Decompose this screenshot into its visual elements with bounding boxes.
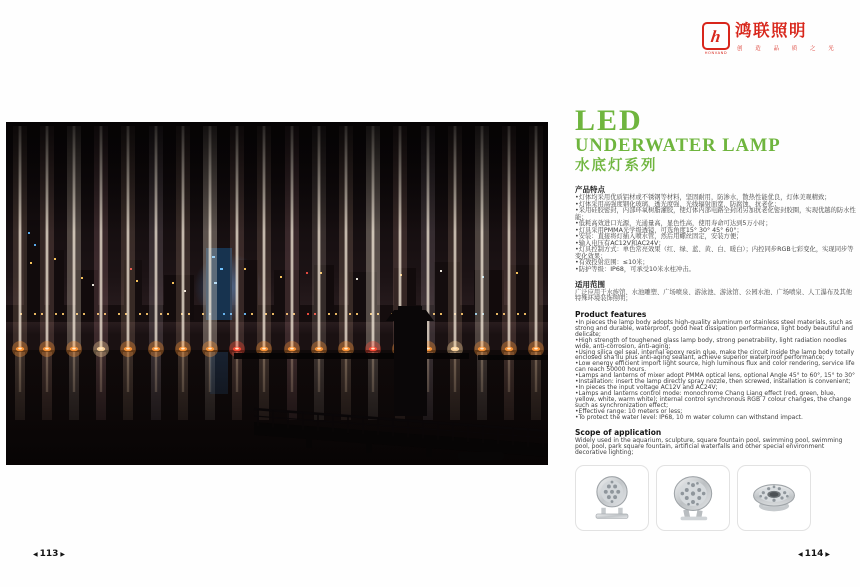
underwater-lamp-bracket-icon <box>580 470 644 526</box>
feature-item-en: •High strength of toughened glass lamp body, strong penetrability, light radiation noodles wide, anti-corrosion, anti-aging; <box>575 336 847 350</box>
prev-page-icon: ◀ <box>797 550 803 558</box>
product-thumb-bracket-lamp <box>575 465 649 531</box>
cityscape-photo <box>6 122 548 465</box>
page-number-right-value: 114 <box>804 549 824 559</box>
brand-tagline: 创 造 品 质 之 光 <box>737 46 840 52</box>
product-thumb-tilted-lamp <box>656 465 730 531</box>
feature-item-en: •Lamps and lanterns of mixer adopt PMMA optical lens, optional Angle 45° to 60°, 15° to 30° <box>575 372 856 380</box>
brand-logo <box>702 21 840 55</box>
content-column <box>575 106 857 531</box>
feature-item-cn: •低耗高效进口光源，光通量高，显色性高，使用寿命可达到5万小时； <box>575 220 772 228</box>
feature-item-cn: •安装：直接将灯插入喷水管，然后用螺丝固定，安装方便； <box>575 233 743 241</box>
features-cn-list <box>575 195 857 274</box>
logo-symbol: h <box>709 26 723 46</box>
feature-item-en: •In pieces the lamp body adopts high-quality aluminum or stainless steel materials, such as strong and durable, waterproof, good heat dissipation performance, light body beautiful and delicate; <box>575 318 853 338</box>
features-en-heading: Product features <box>575 309 647 319</box>
cityscape-photo-art <box>6 122 548 465</box>
prev-page-icon: ◀ <box>33 550 38 558</box>
feature-item-en: •Lamps and lanterns control mode: monochrome Chang Liang effect (red, green, blue, yellow, white, warm white); internal control synchronous RGB 7 colour changes, the change such as synchronization effect; <box>575 390 852 410</box>
feature-item-cn: •输入电压有AC12V和AC24V； <box>575 239 665 247</box>
page-number-right <box>798 549 830 559</box>
next-page-icon: ▶ <box>60 550 66 558</box>
page-number-left-value: 113 <box>39 549 59 559</box>
logo-subtext: HONVAND <box>704 51 728 55</box>
feature-item-en: •Low energy efficient import light source, high luminous flux and color rendering, service life can reach 50000 hours. <box>575 360 855 374</box>
product-thumb-ring-lamp <box>737 465 811 531</box>
feature-item-en: •In pieces the input voltage AC12V and AC24V; <box>575 384 718 392</box>
underwater-lamp-tilted-icon <box>661 470 725 526</box>
feature-item-cn: •防护等级：IP68，可承受10米水柱冲击。 <box>575 266 695 274</box>
title-series-cn: 水底灯系列 <box>575 158 658 174</box>
feature-item-en: •Installation: insert the lamp directly spray nozzle, then screwed, installation is convenient; <box>575 378 851 386</box>
feature-item-en: •To protect the water level: IP68, 10 m water column can withstand impact. <box>575 414 803 421</box>
scope-en-text: Widely used in the aquarium, sculpture, square fountain pool, swimming pool, swimming pool, pool, park square fountain, artificial waterfalls and other special environment decorative lighting; <box>575 436 843 456</box>
title-underwater-lamp: UNDERWATER LAMP <box>575 136 781 156</box>
feature-item-cn: •采用硅胶密封，内部环氧树脂灌胶，使灯体内部电路全封闭另加抗老化密封胶圈，实现优越的防水性能； <box>575 207 856 221</box>
brand-name: 鸿联照明 <box>735 21 807 40</box>
feature-item-en: •Effective range: 10 meters or less; <box>575 408 683 416</box>
next-page-icon: ▶ <box>825 550 830 558</box>
feature-item-cn: •灯具控制方式：单色常亮效果（红、绿、蓝、黄、白、暖白）；内控同步RGB七彩变化，实现同步等变化效果； <box>575 246 854 260</box>
scope-cn-heading: 适用范围 <box>575 279 605 289</box>
features-cn-heading: 产品特点 <box>575 185 605 194</box>
page-number-left <box>33 549 65 559</box>
product-thumbnails <box>575 465 857 531</box>
scope-en-heading: Scope of application <box>575 427 662 437</box>
scope-cn-text: 广泛应用于水族馆、水池雕塑、广场喷泉、游泳池、游泳馆、公园水池、广场喷泉、人工瀑布及其他特殊环境装饰照明； <box>575 288 853 303</box>
feature-item-cn: •灯具采用PMMA光学级透镜，可选角度15° 30° 45° 60°； <box>575 226 743 234</box>
logo-mark-icon <box>702 22 730 50</box>
feature-item-en: •Using silica gel seal, internal epoxy resin glue, make the circuit inside the lamp body totally enclosed sha ilu plus anti-aging sealant, achieve superior waterproof performance; <box>575 348 855 362</box>
features-en-list <box>575 320 857 421</box>
feature-item-cn: •有效投射范围：≤10米； <box>575 259 649 267</box>
feature-item-cn: •灯体采用高强度钢化玻璃，透光度强，光线辐射面宽，防腐蚀，抗老化； <box>575 200 781 208</box>
feature-item-cn: •灯体均采用优质铝材或不锈钢等材料，坚固耐用，防渗水，散热性能优良，灯体美观精致； <box>575 194 831 201</box>
title-led: LED <box>575 104 643 137</box>
fountain-ring-lamp-icon <box>742 470 806 526</box>
